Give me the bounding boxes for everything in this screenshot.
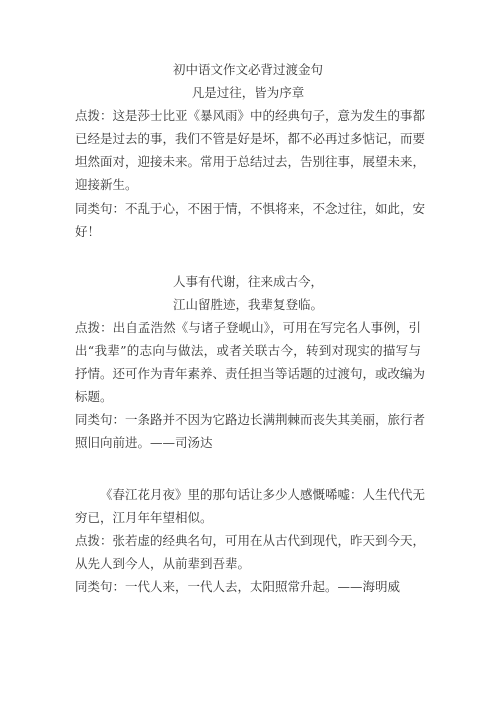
section2-heading-line: 人事有代谢，往来成古今， xyxy=(172,274,323,289)
section2-similar-line: 同类句：一条路并不因为它路边长满荆棘而丧失其美丽，旅行者 xyxy=(75,412,426,427)
section2-comment-line: 点拨：出自孟浩然《与诸子登岘山》，可用在写完名人事例，引 xyxy=(75,320,421,335)
section2-comment-line: 抒情。还可作为青年素养、责任担当等话题的过渡句，或改编为 xyxy=(75,366,426,381)
section3-comment-line: 从先人到今人，从前辈到吾辈。 xyxy=(75,556,251,571)
section2-comment-line: 出“我辈”的志向与做法，或者关联古今，转到对现实的描写与 xyxy=(75,343,421,358)
section1-comment-line: 点拨：这是莎士比亚《暴风雨》中的经典句子，意为发生的事都 xyxy=(75,108,426,123)
section3-similar-line: 同类句：一代人来，一代人去，太阳照常升起。——海明威 xyxy=(75,579,401,594)
section1-similar-line: 好！ xyxy=(75,224,101,239)
section1-heading: 凡是过往，皆为序章 xyxy=(191,85,305,100)
section3-comment-line: 点拨：张若虚的经典名句，可用在从古代到现代，昨天到今天， xyxy=(75,533,426,548)
section2-similar-line: 照旧向前进。——司汤达 xyxy=(75,435,213,450)
section1-similar-line: 同类句：不乱于心，不困于情，不惧将来，不念过往，如此，安 xyxy=(75,201,426,216)
section2-heading-line: 江山留胜迹，我辈复登临。 xyxy=(172,297,323,312)
section1-comment-line: 已经是过去的事，我们不管是好是坏，都不必再过多惦记，而要 xyxy=(75,131,426,146)
document-title: 初中语文作文必背过渡金句 xyxy=(172,62,323,77)
section3-intro-line: 穷已，江月年年望相似。 xyxy=(75,510,213,525)
section2-comment-line: 标题。 xyxy=(75,389,113,404)
section3-intro-line: 《春江花月夜》里的那句话让多少人感慨唏嘘：人生代代无 xyxy=(100,487,426,502)
section1-comment-line: 坦然面对，迎接未来。常用于总结过去，告别往事，展望未来， xyxy=(75,154,426,169)
section1-comment-line: 迎接新生。 xyxy=(75,177,138,192)
